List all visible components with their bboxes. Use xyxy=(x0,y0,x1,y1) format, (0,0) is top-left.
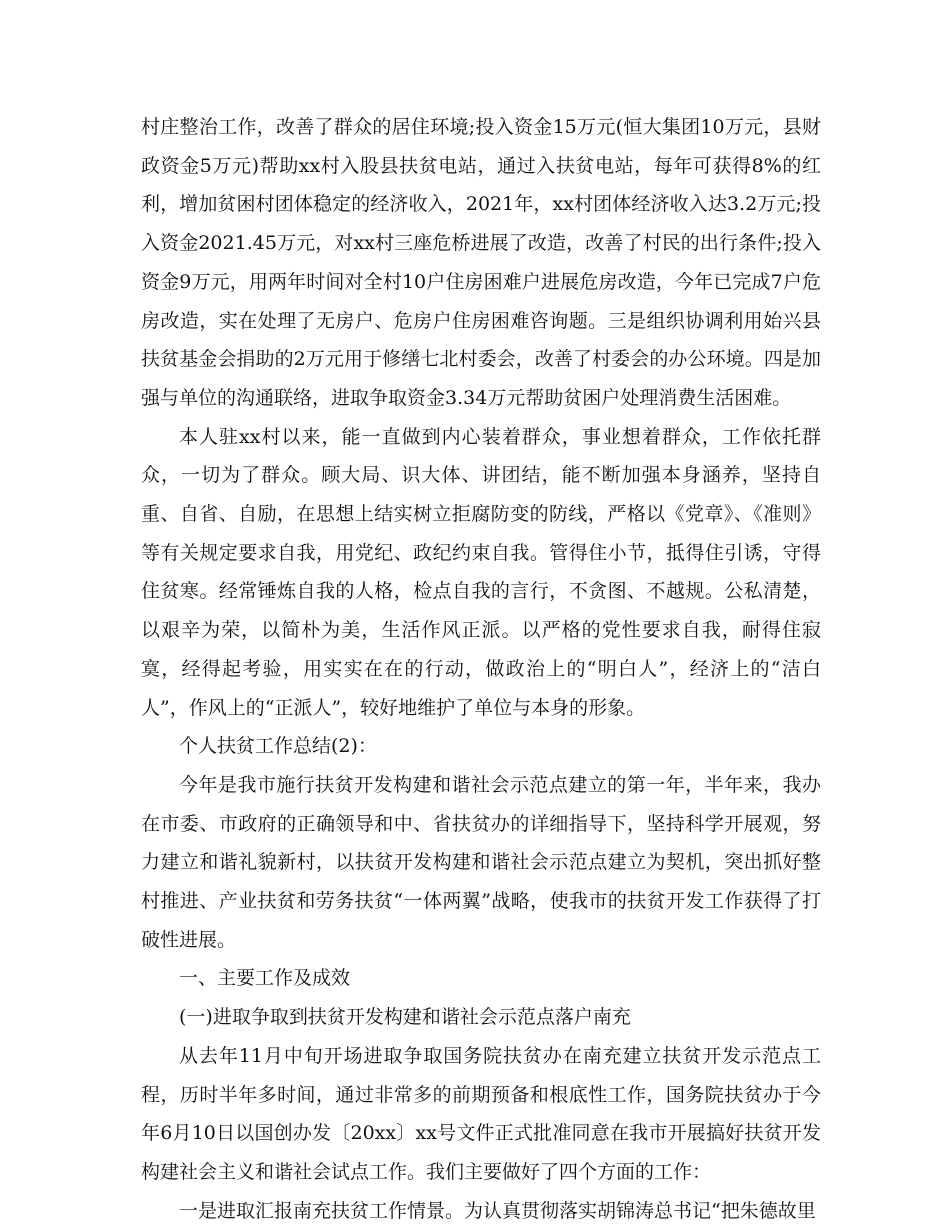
paragraph: 一是进取汇报南充扶贫工作情景。为认真贯彻落实胡锦涛总书记“把朱德故里 xyxy=(179,1199,816,1222)
section-heading: 一、主要工作及成效 xyxy=(179,967,351,990)
paragraph: 本人驻xx村以来，能一直做到内心装着群众，事业想着群众，工作依托群众，一切为了群众。顾大局、识大体、讲团结，能不断加强本身涵养，坚持自重、自省、自励，在思想上结实树立拒腐防变的防线，严格以《党章》、《准则》等有关规定要求自我，用党纪、政纪约束自我。管得住小节，抵得住引诱，守得住贫寒。经常锤炼自我的人格，检点自我的言行，不贪图、不越规。公私清楚，以艰辛为荣，以简朴为美，生活作风正派。以严格的党性要求自我，耐得住寂寞，经得起考验，用实实在在的行动，做政治上的“明白人”，经济上的“洁白人”，作风上的“正派人”，较好地维护了单位与本身的形象。 xyxy=(141,425,821,719)
section-title: 个人扶贫工作总结(2)： xyxy=(179,735,377,758)
document-body xyxy=(141,108,821,1230)
paragraph: 从去年11月中旬开场进取争取国务院扶贫办在南充建立扶贫开发示范点工程，历时半年多时间，通过非常多的前期预备和根底性工作，国务院扶贫办于今年6月10日以国创办发〔20xx〕xx号文件正式批准同意在我市开展搞好扶贫开发构建社会主义和谐社会试点工作。我们主要做好了四个方面的工作： xyxy=(141,1044,821,1183)
subsection-heading: (一)进取争取到扶贫开发构建和谐社会示范点落户南充 xyxy=(179,1006,631,1029)
paragraph: 今年是我市施行扶贫开发构建和谐社会示范点建立的第一年，半年来，我办在市委、市政府的正确领导和中、省扶贫办的详细指导下，坚持科学开展观，努力建立和谐礼貌新村，以扶贫开发构建和谐社会示范点建立为契机，突出抓好整村推进、产业扶贫和劳务扶贫“一体两翼”战略，使我市的扶贫开发工作获得了打破性进展。 xyxy=(141,773,821,951)
paragraph: 村庄整治工作，改善了群众的居住环境;投入资金15万元(恒大集团10万元，县财政资金5万元)帮助xx村入股县扶贫电站，通过入扶贫电站，每年可获得8%的红利，增加贫困村团体稳定的经济收入，2021年，xx村团体经济收入达3.2万元;投入资金2021.45万元，对xx村三座危桥进展了改造，改善了村民的出行条件;投入资金9万元，用两年时间对全村10户住房困难户进展危房改造，今年已完成7户危房改造，实在处理了无房户、危房户住房困难咨询题。三是组织协调利用始兴县扶贫基金会捐助的2万元用于修缮七北村委会，改善了村委会的办公环境。四是加强与单位的沟通联络，进取争取资金3.34万元帮助贫困户处理消费生活困难。 xyxy=(141,116,821,409)
